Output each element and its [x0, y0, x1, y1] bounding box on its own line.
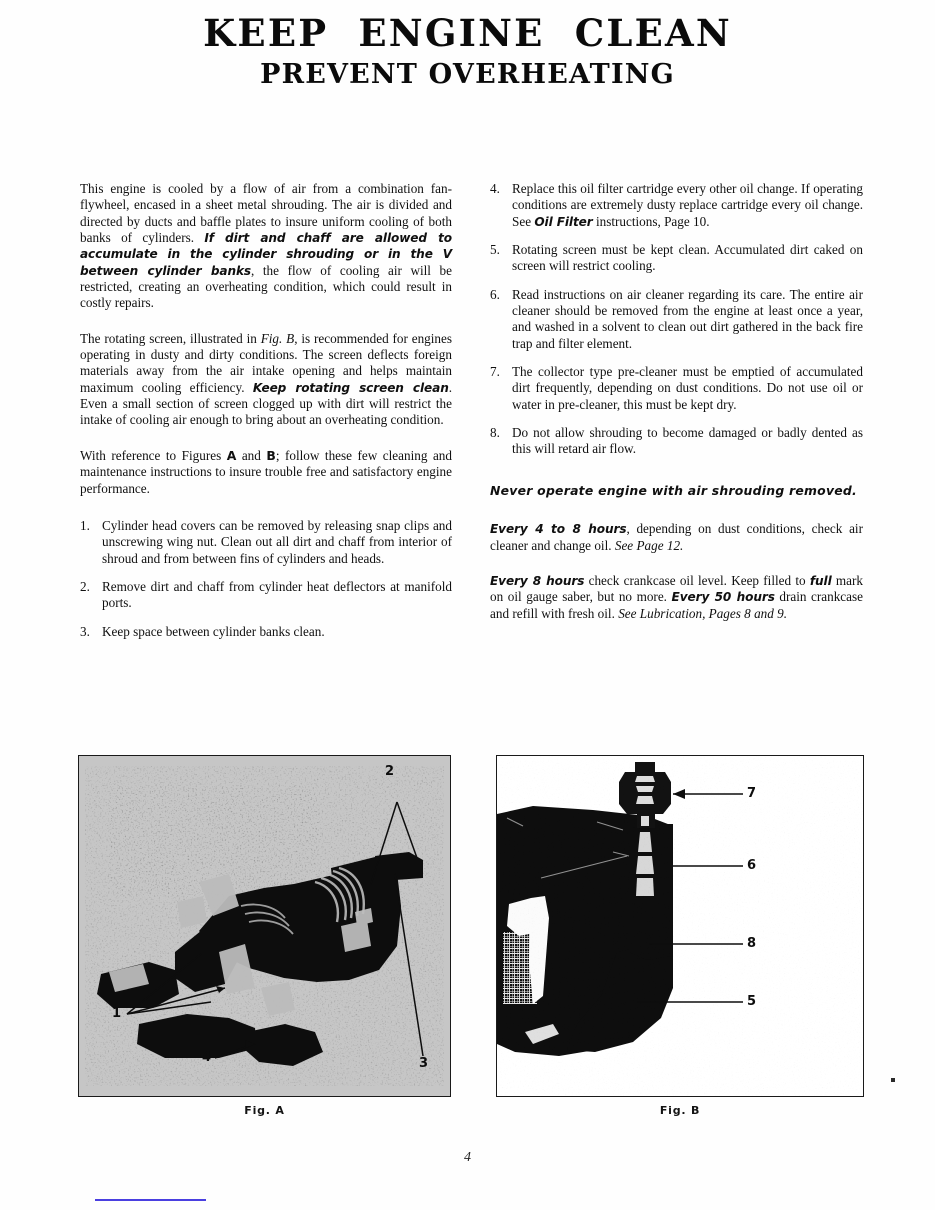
para3-part-b: ; follow these few cleaning and maintenance instructions to insure trouble free and satisfactory engine performance. — [80, 447, 452, 496]
list-item — [490, 287, 863, 352]
para1-part-a: This engine is cooled by a flow of air from a combination fan-flywheel, encased in a sheet metal shrouding. The air is divided and directed by ducts and baffle plates to insure uniform cooling of both banks of cylinders. — [80, 181, 452, 246]
scan-artifact-speck — [891, 1078, 895, 1082]
note1-emphasis: Every 4 to 8 hours — [490, 522, 627, 537]
note2-emphasis-1: Every 8 hours — [490, 573, 585, 588]
list-item-text-b: instructions, Page 10. — [592, 213, 710, 229]
figure-b — [496, 755, 864, 1117]
figure-a-callout-2: 2 — [385, 764, 395, 779]
list-item-number: 6. — [490, 286, 500, 302]
list-item-number: 1. — [80, 517, 90, 533]
list-item — [80, 579, 452, 612]
list-item — [490, 364, 863, 413]
figure-b-caption: Fig. B — [659, 1104, 701, 1117]
figure-a-callout-4: 4 — [202, 1050, 212, 1065]
para1-part-b: , the flow of cooling air will be restricted, creating an overheating condition, which could result in costly repairs. — [80, 262, 452, 311]
figure-a-callout-1: 1 — [112, 1006, 122, 1021]
figure-reference-b: Fig. B — [260, 330, 295, 346]
figure-b-callout-6: 6 — [747, 858, 757, 873]
paragraph-figure-reference — [80, 448, 452, 497]
list-item-text: Remove dirt and chaff from cylinder heat deflectors at manifold ports. — [102, 578, 452, 611]
note2-text-a: check crankcase oil level. Keep filled to — [584, 572, 810, 588]
figure-label-a: A — [226, 447, 237, 463]
figure-label-b: B — [266, 447, 276, 463]
figure-b-callout-8: 8 — [747, 936, 757, 951]
page-number: 4 — [464, 1150, 471, 1165]
figure-a-frame — [78, 755, 451, 1097]
list-item — [490, 181, 863, 230]
warning-notice: Never operate engine with air shrouding removed. — [490, 482, 857, 498]
para2-part-b: , is recommended for engines operating in dusty and dirty conditions. The screen deflects foreign materials away from the air intake opening and helps maintain maximum cooling efficiency. — [80, 330, 453, 395]
note2-page-reference: See Lubrication, Pages 8 and 9. — [618, 605, 788, 621]
list-item — [490, 425, 863, 458]
list-item-number: 2. — [80, 578, 90, 594]
scan-artifact-line — [95, 1199, 206, 1201]
list-item-text-a: Do not allow shrouding to become damaged or badly dented as this will retard air flow. — [512, 425, 863, 457]
air-cleaner-pre-cleaner-photo — [497, 756, 863, 1096]
note-every-8-hours — [490, 573, 863, 622]
note-every-4-to-8-hours — [490, 521, 863, 554]
instruction-list-left — [80, 518, 452, 640]
paragraph-cooling-system — [80, 181, 452, 312]
list-item-number: 3. — [80, 623, 90, 639]
figure-b-frame — [496, 755, 864, 1097]
list-item-number: 4. — [490, 181, 500, 196]
left-text-column — [80, 181, 452, 640]
para3-part-a: With reference to Figures — [80, 447, 227, 463]
note2-emphasis-2: full — [809, 573, 832, 588]
figure-a-callout-3: 3 — [419, 1056, 429, 1071]
para2-emphasis: Keep rotating screen clean — [252, 380, 449, 395]
list-item-text-a: The collector type pre-cleaner must be emptied of accumulated dirt frequently, depending on dust conditions. Do not use oil or water in pre-cleaner, this must be kept dry. — [512, 364, 863, 412]
note1-page-reference: See Page 12. — [614, 537, 684, 553]
para3-mid: and — [236, 447, 267, 463]
list-item-text-a: Replace this oil filter cartridge every other oil change. If operating conditions are extremely dusty replace cartridge every oil change. See — [512, 181, 863, 229]
list-item-text-a: Rotating screen must be kept clean. Accumulated dirt caked on screen will restrict cooling. — [512, 242, 863, 274]
list-item-text: Cylinder head covers can be removed by releasing snap clips and unscrewing wing nut. Clean out all dirt and chaff from interior of shroud and from between fins of cylinders and heads. — [102, 517, 452, 566]
note2-emphasis-3: Every 50 hours — [671, 590, 775, 605]
list-item-number: 8. — [490, 425, 500, 441]
figure-b-callout-7: 7 — [747, 786, 757, 801]
list-item-number: 7. — [490, 364, 500, 380]
page-heading-block — [0, 11, 935, 90]
instruction-list-right — [490, 181, 863, 458]
page-subtitle: PREVENT OVERHEATING — [260, 58, 675, 90]
note1-text: , depending on dust conditions, check air cleaner and change oil. — [490, 521, 863, 553]
right-text-column — [490, 181, 863, 641]
list-item-text: Keep space between cylinder banks clean. — [102, 623, 325, 639]
note2-text-b: mark on oil gauge saber, but no more. — [490, 572, 863, 605]
figure-a — [78, 755, 451, 1117]
note2-text-c: drain crankcase and refill with fresh oil. — [490, 589, 863, 621]
list-item — [80, 518, 452, 567]
para1-emphasis: If dirt and chaff are allowed to accumulate in the cylinder shrouding or in the V between cylinder banks — [80, 231, 452, 278]
paragraph-rotating-screen — [80, 331, 452, 429]
list-item — [490, 242, 863, 275]
engine-air-shrouding-photo — [79, 756, 450, 1096]
figure-b-callout-5: 5 — [747, 994, 757, 1009]
list-item-text-a: Read instructions on air cleaner regarding its care. The entire air cleaner should be removed from the engine at least once a year, and washed in a solvent to clean out dirt gathered in the back fire trap and filter element. — [512, 286, 863, 351]
para2-part-c: . Even a small section of screen clogged up with dirt will restrict the intake of cooling air enough to bring about an overheating condition. — [80, 379, 453, 428]
figure-a-caption: Fig. A — [244, 1104, 285, 1117]
list-item-number: 5. — [490, 242, 500, 258]
page-title: KEEP ENGINE CLEAN — [203, 11, 732, 55]
list-item — [80, 624, 452, 640]
list-item-emphasis: Oil Filter — [534, 214, 593, 229]
para2-part-a: The rotating screen, illustrated in — [80, 330, 261, 346]
